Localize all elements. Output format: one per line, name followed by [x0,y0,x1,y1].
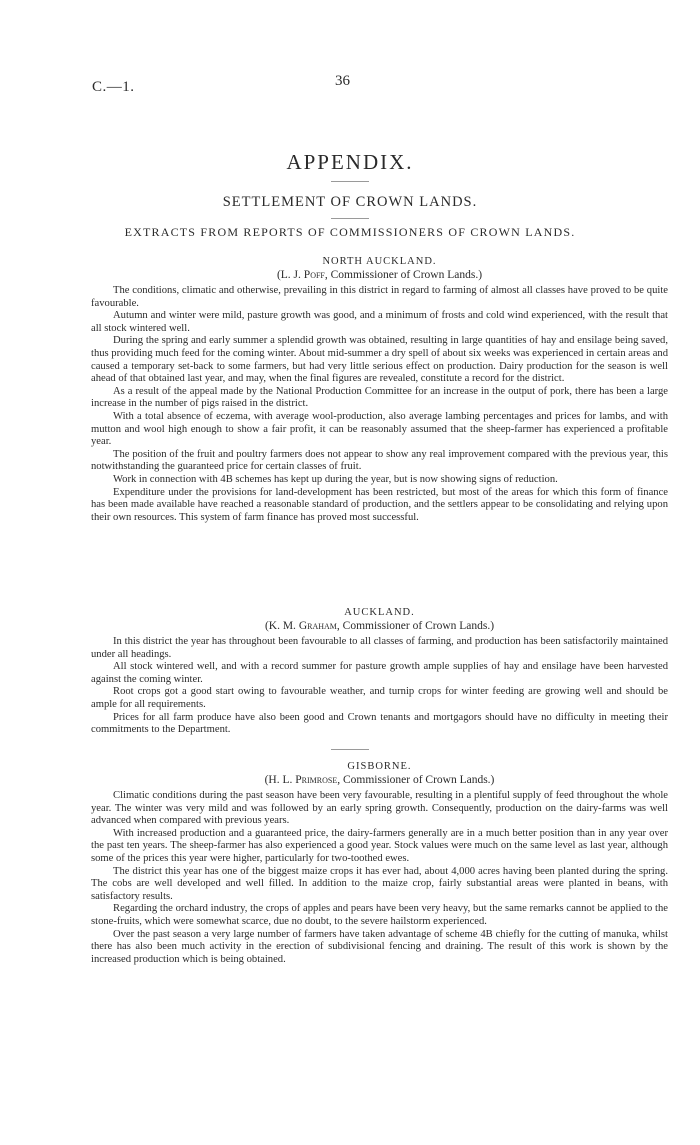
paragraph: Work in connection with 4B schemes has kept up during the year, but is now showing signs of reduction. [113,473,558,485]
paragraph: Expenditure under the provisions for land-development has been restricted, but most of the areas for which this form of finance has been made available have reached a reasonable standard of production, and the settlers appear to be consolidating and relying upon their own resources. This system of farm finance has proved most successful. [91,486,668,523]
paragraph: In this district the year has throughout been favourable to all classes of farming, and production has been satisfactorily maintained under all headings. [91,636,668,660]
paragraph: Prices for all farm produce have also been good and Crown tenants and mortgagors should have no difficulty in meeting their commitments to the Department. [91,711,668,736]
section-body [91,636,668,737]
section-divider [331,749,369,750]
paragraph: Over the past season a very large number of farmers have taken advantage of scheme 4B chiefly for the cutting of manuka, whilst there has also been much activity in the erection of subdivisional fencing and draining. The result of this work is shown by the increased production which is being obtained. [91,928,668,965]
section-body [91,285,668,524]
paragraph: With a total absence of eczema, with average wool-production, also average lambing percentages and prices for lambs, and with mutton and wool high enough to show a fair profit, it can be reasonably assumed that the sheep-farmer has experienced a profitable year. [91,410,668,448]
paragraph: All stock wintered well, and with a record summer for pasture growth ample supplies of hay and ensilage have been harvested against the coming winter. [91,661,668,685]
paragraph: Regarding the orchard industry, the crops of apples and pears have been very heavy, but the same remarks cannot be applied to the stone-fruits, which were somewhat scarce, due no doubt, to the severe hailstorm experienced. [91,903,668,927]
commissioner-open: (H. L. [264,774,296,786]
paragraph: Climatic conditions during the past season have been very favourable, resulting in a plentiful supply of feed throughout the whole year. The winter was very mild and was followed by an early spring growth. Consequently, production on the dairy-farms was well advanced when compared with previous years. [91,790,668,827]
commissioner-open: (K. M. [264,620,299,632]
paragraph: As a result of the appeal made by the National Production Committee for an increase in the output of pork, there has been a large increase in the number of pigs raised in the district. [91,385,668,410]
subtitle: SETTLEMENT OF CROWN LANDS. [222,194,478,210]
subtitle-divider [331,218,369,219]
paragraph: The conditions, climatic and otherwise, prevailing in this district in regard to farming of almost all classes have proved to be quite favourable. [91,285,668,309]
section-auckland [91,607,668,737]
commissioner-rest: , Commissioner of Crown Lands.) [336,620,495,632]
paragraph: The position of the fruit and poultry farmers does not appear to show any real improvement compared with the previous year, this notwithstanding the guaranteed price for certain classes of fruit. [91,448,668,473]
page-number: 36 [335,73,350,89]
paragraph: During the spring and early summer a splendid growth was obtained, resulting in large quantities of hay and ensilage being saved, thus providing much feed for the coming winter. About mid-summer a dry spell of about six weeks was experienced in certain areas and caused a temporary set-back to some farmers, but had very little serious effect on production. Dairy production for the season is well ahead of that obtained last year, and may, when the final figures are revealed, constitute a record for the district. [91,335,668,385]
subsubtitle: EXTRACTS FROM REPORTS OF COMMISSIONERS OF CROWN LANDS. [124,225,576,239]
section-north-auckland [91,256,668,524]
commissioner-name: Poff [303,269,325,281]
commissioner-name: Graham [298,620,337,632]
paragraph: Autumn and winter were mild, pasture growth was good, and a minimum of frosts and cold wind experienced, with the result that all stock wintered well. [91,310,668,334]
commissioner-rest: , Commissioner of Crown Lands.) [337,774,495,786]
section-gisborne [91,761,668,966]
paragraph: With increased production and a guaranteed price, the dairy-farmers generally are in a much better position than in any year over the past ten years. The sheep-farmer has also experienced a good year. Stock values were much on the same level as last year, although some of the prices this year were higher, particularly for two-toothed ewes. [91,827,668,864]
page-title: APPENDIX. [286,150,414,174]
commissioner-line [91,269,668,281]
commissioner-rest: , Commissioner of Crown Lands.) [324,269,483,281]
paragraph: Root crops got a good start owing to favourable weather, and turnip crops for winter feeding are growing well and should be ample for all requirements. [91,686,668,710]
commissioner-line [91,774,668,786]
section-heading: AUCKLAND. [344,607,415,618]
title-divider [331,181,369,182]
section-heading: NORTH AUCKLAND. [322,256,437,267]
commissioner-open: (L. J. [276,269,304,281]
paragraph: The district this year has one of the biggest maize crops it has ever had, about 4,000 acres having been planted during the spring. The cobs are well developed and well filled. In addition to the maize crop, fairly substantial areas were planted in beans, with satisfactory results. [91,865,668,902]
section-heading: GISBORNE. [347,761,412,772]
commissioner-line [91,620,668,632]
commissioner-name: Primrose [295,774,338,786]
section-body [91,790,668,966]
document-reference: C.—1. [92,79,135,95]
